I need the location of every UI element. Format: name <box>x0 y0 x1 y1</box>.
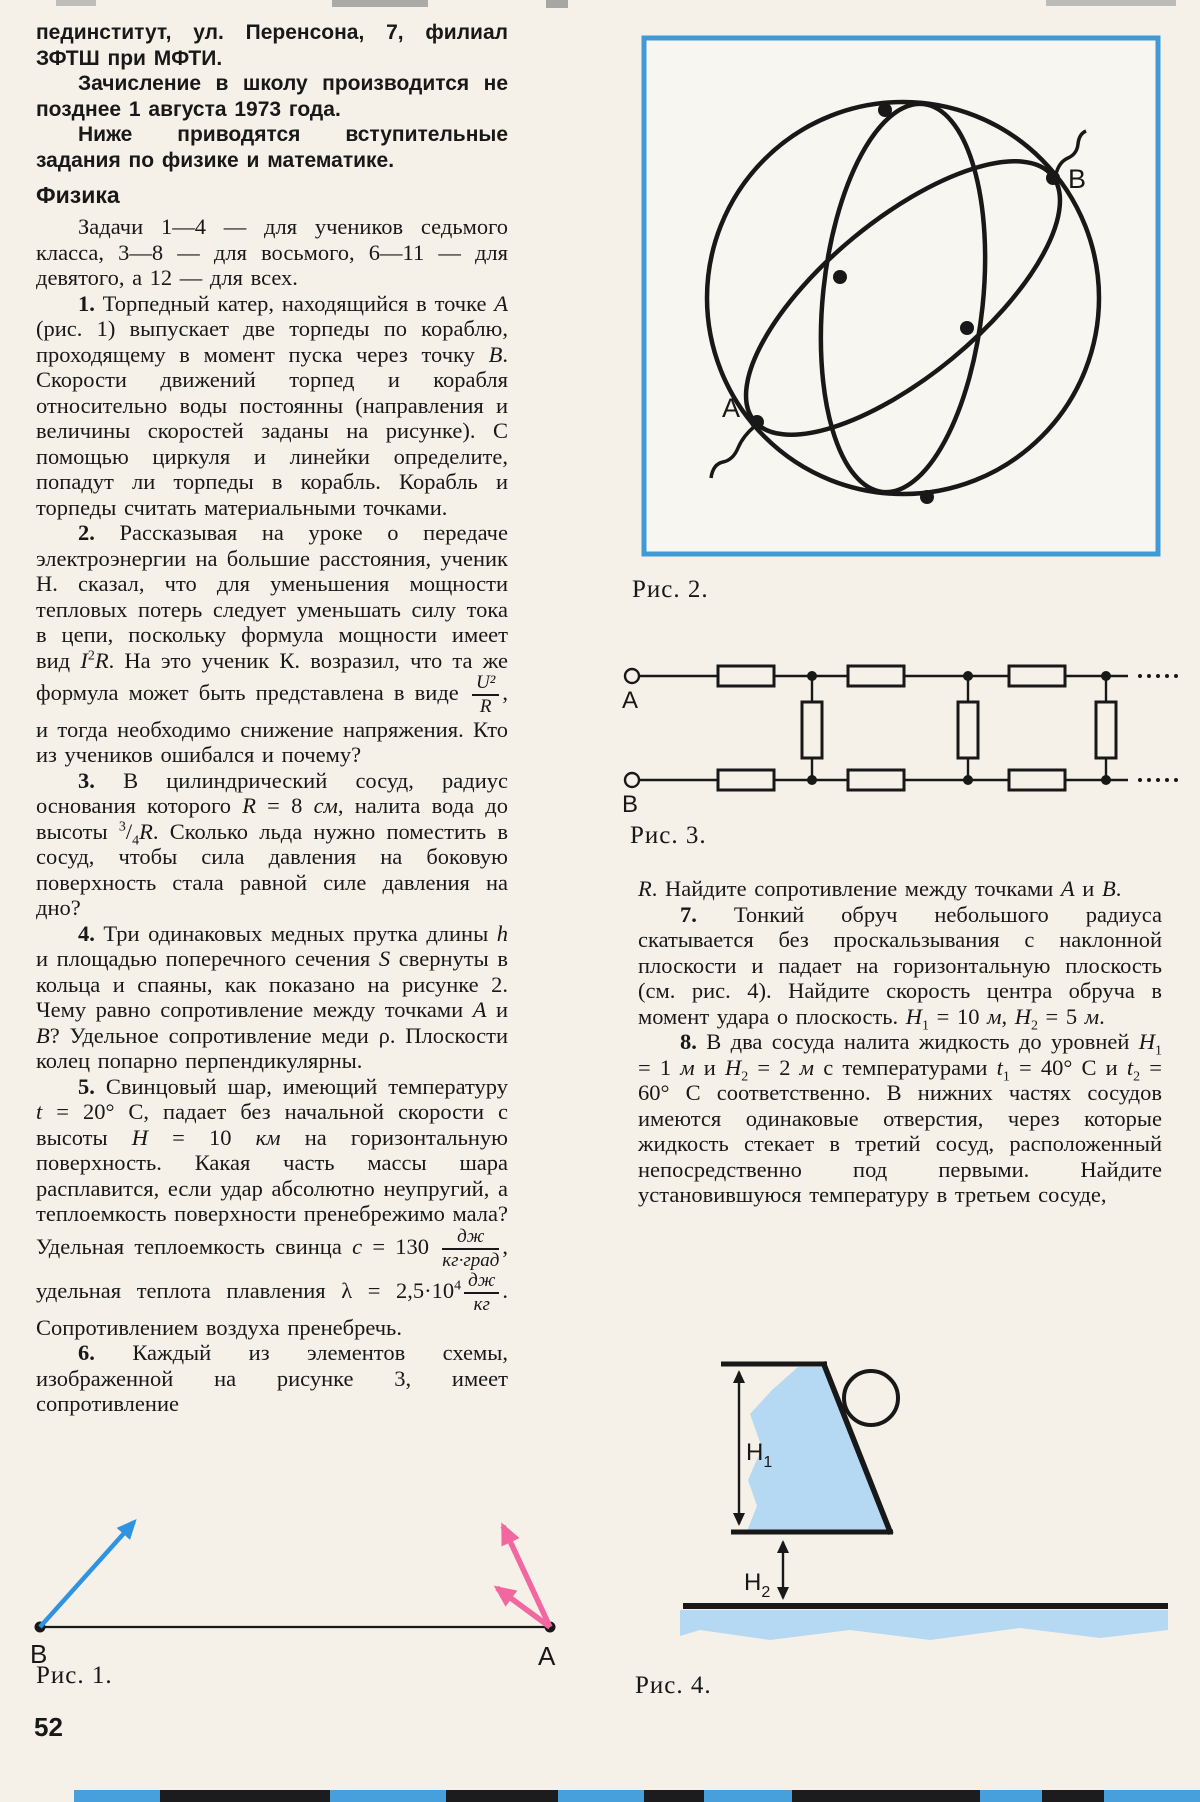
ship-velocity-arrow <box>40 1522 134 1627</box>
variable: t <box>36 1099 43 1125</box>
point-label-A: А <box>538 1641 556 1671</box>
scan-artifact <box>1046 0 1176 6</box>
problem-number: 1. <box>78 290 95 316</box>
text-run: и площадью поперечного сечения <box>36 946 379 972</box>
text-run: Тонкий обруч небольшого радиуса скатывается без проскальзывания с наклонной плоскости и падает на горизонтальную плоскость (см. рис. 4). Найдите скорость центра обруча в момент удара о плоскость. <box>638 901 1162 1029</box>
text-run: = 130 <box>362 1233 440 1259</box>
variable: м <box>799 1054 815 1080</box>
variable: В <box>488 341 503 367</box>
resistor <box>1009 666 1065 686</box>
subscript: 1 <box>1002 1069 1010 1084</box>
text-run: . Скорости движений торпед и корабля относительно воды постоянны (направления и величины скоростей заданы на рисунке). С помощью циркуля и линейки определите, попадут ли торпеды в корабль. Корабль и торпеды считать материальными точками. <box>36 341 508 520</box>
text-run: на горизонтальную поверхность. Какая часть массы шара расплавится, если удар абсолютно неупругий, а теплоемкость поверхности пренебрежимо мала? Удельная теплоемкость свинца <box>36 1124 508 1259</box>
incline-shading <box>747 1367 889 1531</box>
problem-3 <box>36 768 508 921</box>
scan-artifact <box>546 0 568 8</box>
text-run: Ниже приводятся вступительные задания по физике и математике. <box>36 123 508 172</box>
text-run: (рис. 1) выпускает две торпеды по кораблю, проходящему в момент пуска через точку <box>36 316 508 367</box>
H2-label: $Н_2$ <box>744 1569 771 1601</box>
hoop <box>844 1371 898 1425</box>
resistor <box>718 666 774 686</box>
resistor <box>848 666 904 686</box>
scan-artifact <box>1042 1790 1104 1802</box>
problem-2 <box>36 520 508 768</box>
superscript: 2 <box>87 648 95 663</box>
intro-paragraph <box>36 214 508 291</box>
subscript: 2 <box>741 1069 749 1084</box>
variable: S <box>378 946 391 972</box>
text-run: , налита вода до высоты <box>36 793 508 844</box>
physics-section-heading: Физика <box>36 182 120 208</box>
scan-artifact <box>56 0 96 6</box>
variable: H <box>1014 1003 1031 1029</box>
text-run: Торпедный катер, находящийся в точке <box>94 290 495 316</box>
text-run: = 1 <box>638 1054 681 1080</box>
variable: H <box>131 1124 149 1150</box>
figure-2-rings-diagram <box>636 30 1168 564</box>
text-run: с температурами <box>814 1054 997 1080</box>
text-run: . <box>1099 1003 1105 1029</box>
text-run: пединститут, ул. Перенсона, 7, филиал ЗФТШ при МФТИ. <box>36 21 508 70</box>
subscript: 1 <box>922 1018 930 1033</box>
ground-shading <box>680 1610 1168 1640</box>
resistor <box>1009 770 1065 790</box>
variable: I <box>80 647 88 673</box>
variable: R <box>242 793 256 819</box>
variable: А <box>472 997 487 1023</box>
resistor <box>958 702 978 758</box>
text-run: . Сколько льда нужно поместить в сосуд, чтобы сила давления на боковую поверхность стала равной силе давления на дно? <box>36 818 508 921</box>
point-label-B: В <box>30 1639 48 1669</box>
point-label-B: В <box>1068 164 1087 194</box>
problem-number: 4. <box>78 920 95 946</box>
H1-label: $Н_1$ <box>746 1439 773 1471</box>
header-paragraph <box>36 20 508 71</box>
text-run: . На это ученик К. возразил, что та же формула может быть представлена в виде <box>36 647 508 706</box>
problem-6-continued <box>638 876 1162 902</box>
terminal-label-B: В <box>621 791 639 818</box>
resistor <box>718 770 774 790</box>
figure-2-border-box <box>644 38 1158 554</box>
text-run: и <box>1074 876 1102 901</box>
terminal-B <box>625 773 639 787</box>
text-run: = 20° С, падает без начальной скорости с высоты <box>36 1099 508 1150</box>
scan-artifact <box>558 1790 644 1802</box>
text-run: , и тогда необходимо снижение напряжения. Кто из учеников ошибался и почему? <box>36 680 508 768</box>
terminal-A <box>625 669 639 683</box>
fraction: $\frac{дж}{кг}$ <box>464 1271 499 1315</box>
text-run: В цилиндрический сосуд, радиус основания которого <box>36 767 508 819</box>
text-run: = 2 <box>748 1054 800 1080</box>
variable: H <box>1138 1029 1156 1054</box>
text-run: Задачи 1—4 — для учеников седьмого класса, 3—8 — для восьмого, 6—11 — для девятого, а 12 — для всех. <box>36 214 508 290</box>
problem-6 <box>36 1340 508 1417</box>
scan-artifact <box>332 0 428 7</box>
scan-artifact <box>1104 1790 1200 1802</box>
text-run: Три одинаковых медных прутка длины <box>94 920 497 946</box>
problem-number: 8. <box>680 1029 697 1054</box>
variable: H <box>905 1003 923 1029</box>
text-run: . Сопротивлением воздуха пренебречь. <box>36 1277 508 1340</box>
header-paragraph <box>36 122 508 173</box>
problem-4 <box>36 921 508 1074</box>
subscript: 1 <box>1155 1043 1162 1059</box>
figure-4-incline-diagram <box>600 1340 1200 1660</box>
problem-number: 2. <box>78 520 95 545</box>
text-run: и <box>486 997 509 1023</box>
text-run: . <box>1115 876 1122 901</box>
scan-artifact <box>644 1790 704 1802</box>
figure-1-caption: Рис. 1. <box>36 1662 113 1689</box>
variable: км <box>255 1124 281 1150</box>
header-block <box>36 20 508 173</box>
scan-artifact <box>160 1790 330 1802</box>
fraction: $\frac{дж}{\text{кг·град}}$ <box>442 1225 500 1271</box>
problem-8 <box>638 1029 1162 1208</box>
point-label-A: А <box>722 393 741 423</box>
variable: t <box>996 1054 1003 1080</box>
superscript: 3 <box>118 819 126 835</box>
header-paragraph <box>36 71 508 122</box>
variable: м <box>987 1003 1002 1029</box>
variable: R <box>94 647 109 673</box>
text-run: = 60° C соответственно. В нижних частях сосудов имеются одинаковые отверстия, через которые жидкость стекает в третий сосуд, расположенный непосредственно под первыми. Найдите установившуюся температуру в третьем сосуде, <box>638 1054 1162 1207</box>
solder-joint <box>878 103 892 117</box>
scan-artifact <box>330 1790 446 1802</box>
scan-artifact <box>446 1790 558 1802</box>
text-run: = 8 <box>255 793 314 819</box>
right-column-problems <box>638 876 1162 1208</box>
text-run: , <box>1001 1003 1015 1029</box>
text-run: Рассказывая на уроке о передаче электроэнергии на большие расстояния, ученик Н. сказал, что для уменьшения мощности тепловых потерь следует уменьшать силу тока в цепи, поскольку формула мощности имеет вид <box>36 520 508 673</box>
variable: t <box>1126 1054 1134 1080</box>
text-run: ? Удельное сопротивление меди ρ. Плоскости колец попарно перпендикулярны. <box>36 1022 508 1074</box>
variable: H <box>725 1054 742 1080</box>
scan-artifact <box>792 1790 980 1802</box>
figure-4-caption: Рис. 4. <box>635 1672 712 1699</box>
variable: R <box>139 818 153 844</box>
variable: А <box>494 290 508 316</box>
text-run: = 10 <box>148 1124 256 1150</box>
figure-1-velocity-diagram <box>20 1490 600 1680</box>
problem-number: 5. <box>78 1073 95 1099</box>
text-run: Каждый из элементов схемы, изображенной на рисунке 3, имеет сопротивление <box>36 1340 508 1417</box>
text-run: и <box>694 1054 726 1080</box>
problem-1 <box>36 291 508 521</box>
text-run: свернуты в кольца и спаяны, как показано на рисунке 2. Чему равно сопротивление между точками <box>36 946 508 1023</box>
variable: м <box>1084 1003 1100 1029</box>
resistor <box>848 770 904 790</box>
left-column-problems <box>36 214 508 1417</box>
page-number: 52 <box>34 1712 63 1742</box>
scan-artifact <box>704 1790 792 1802</box>
figure-3-caption: Рис. 3. <box>630 822 707 849</box>
problem-number: 7. <box>680 901 697 927</box>
variable: c <box>352 1233 363 1259</box>
text-run: Зачисление в школу производится не позднее 1 августа 1973 года. <box>36 72 508 121</box>
text-run: = 40° C и <box>1009 1054 1127 1080</box>
variable: В <box>1101 876 1116 901</box>
scan-artifact <box>980 1790 1042 1802</box>
resistor <box>1096 702 1116 758</box>
text-run: / <box>125 818 133 844</box>
problem-7 <box>638 901 1162 1033</box>
resistor <box>802 702 822 758</box>
variable: м <box>680 1054 695 1080</box>
variable: см <box>313 793 338 819</box>
variable: А <box>1060 876 1075 901</box>
text-run: . Найдите сопротивление между точками <box>651 876 1061 901</box>
text-run: Свинцовый шар, имеющий температуру <box>94 1073 508 1099</box>
superscript: 4 <box>454 1278 462 1294</box>
terminal-label-A: А <box>621 687 639 714</box>
solder-joint <box>920 490 934 504</box>
text-run: = 10 <box>929 1003 988 1029</box>
figure-2-caption: Рис. 2. <box>632 576 709 603</box>
text-run: В два сосуда налита жидкость до уровней <box>696 1029 1139 1054</box>
solder-joint <box>833 270 847 284</box>
subscript: 2 <box>1133 1069 1141 1084</box>
variable: R <box>638 876 652 901</box>
problem-5 <box>36 1074 508 1340</box>
variable: В <box>36 1022 50 1048</box>
scan-artifact <box>74 1790 160 1802</box>
fraction: $\frac{\text{U²}}{R}$ <box>472 673 499 717</box>
problem-number: 3. <box>78 767 95 793</box>
solder-joint <box>960 321 974 335</box>
text-run: = 5 <box>1037 1003 1085 1029</box>
problem-number: 6. <box>78 1340 95 1366</box>
text-run: , удельная теплота плавления λ = 2,5·10 <box>36 1233 508 1303</box>
subscript: 4 <box>132 833 140 849</box>
subscript: 2 <box>1030 1018 1038 1033</box>
variable: h <box>496 920 508 946</box>
